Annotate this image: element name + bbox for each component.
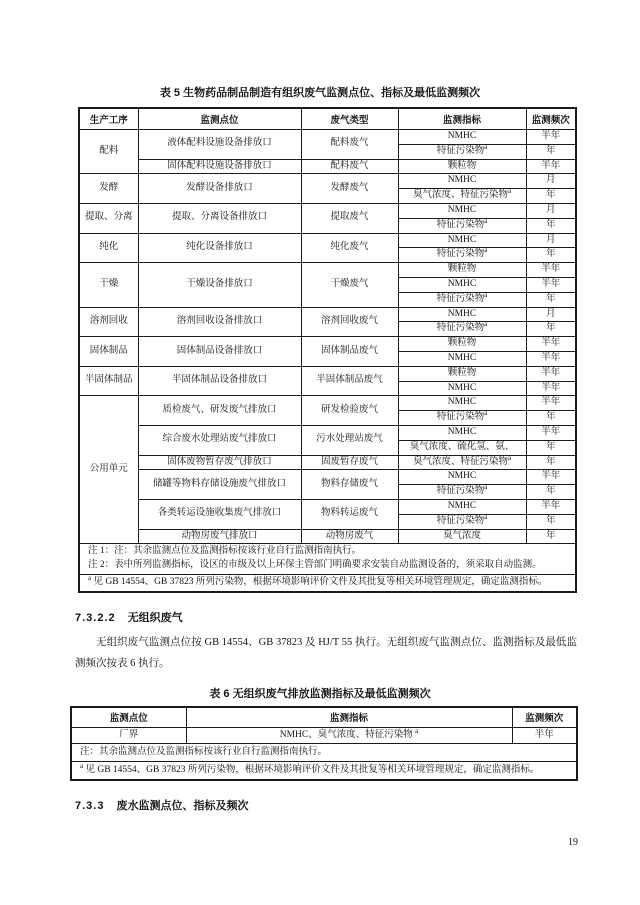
frequency-cell: 半年 <box>526 396 576 411</box>
monitoring-point-cell: 发酵设备排放口 <box>138 174 301 204</box>
footnote-marker: a <box>484 247 488 255</box>
frequency-cell: 年 <box>526 292 576 307</box>
monitoring-point-cell: 综合废水处理站废气排放口 <box>138 425 301 455</box>
indicator-cell: 臭气浓度、特征污染物$^a$ <box>398 455 526 470</box>
footnote-marker: a <box>507 188 512 196</box>
table5-row <box>79 263 576 278</box>
monitoring-point-cell: 液体配料设施设备排放口 <box>138 130 301 160</box>
process-cell: 发酵 <box>79 174 138 204</box>
table5-row <box>79 203 576 218</box>
table5-header-row <box>79 108 576 130</box>
gas-type-cell: 配料废气 <box>301 130 398 160</box>
process-cell: 溶剂回收 <box>79 307 138 337</box>
table5-row <box>79 499 576 514</box>
frequency-cell: 年 <box>526 529 576 544</box>
indicator-cell: NMHC <box>398 130 526 145</box>
frequency-cell: 月 <box>526 203 576 218</box>
frequency-cell: 年 <box>526 144 576 159</box>
gas-type-cell: 物料转运废气 <box>301 499 398 529</box>
table5-notes-cell <box>79 544 576 575</box>
table5-body <box>79 130 576 544</box>
gas-type-cell: 提取废气 <box>301 203 398 233</box>
footnote-marker: a <box>484 410 488 417</box>
indicator-cell: NMHC <box>398 277 526 292</box>
table6-footnote-row <box>71 761 577 780</box>
indicator-cell: 臭气浓度、硫化氢、氨、 <box>398 440 526 455</box>
col-header-indicator: 监测指标 <box>398 108 526 130</box>
frequency-cell: 半年 <box>526 425 576 440</box>
indicator-cell: 特征污染物$^a$ <box>398 144 526 159</box>
frequency-cell: 半年 <box>526 263 576 278</box>
table6 <box>70 706 578 781</box>
frequency-cell: 年 <box>526 411 576 426</box>
monitoring-point-cell: 固体制品设备排放口 <box>138 337 301 367</box>
table5-row <box>79 307 576 322</box>
indicator-cell: 颗粒物 <box>398 159 526 174</box>
indicator-cell: 特征污染物$^a$ <box>398 485 526 500</box>
indicator-cell: 颗粒物 <box>398 366 526 381</box>
table5-note-1: 注 1：注：其余监测点位及监测指标按该行业自行监测指南执行。 <box>88 546 362 557</box>
table5-footnote-text: 见 GB 14554、GB 37823 所列污染物，根据环境影响评价文件及其批复等相关环境管理规定，确定监测指标。 <box>93 576 548 587</box>
table6-body <box>71 727 577 780</box>
footnote-marker: a <box>80 761 84 770</box>
monitoring-point-cell: 干燥设备排放口 <box>138 263 301 307</box>
footnote-marker: a <box>484 514 488 521</box>
indicator-cell: NMHC <box>398 425 526 440</box>
frequency-cell: 半年 <box>526 159 576 174</box>
monitoring-point-cell: 提取、分离设备排放口 <box>138 203 301 233</box>
table5-row <box>79 396 576 411</box>
frequency-cell: 年 <box>526 248 576 263</box>
indicator-cell: NMHC <box>398 499 526 514</box>
table6-header <box>71 707 577 728</box>
indicator-cell: 颗粒物 <box>398 337 526 352</box>
monitoring-point-cell: 动物房废气排放口 <box>138 529 301 544</box>
footnote-marker: a <box>415 727 419 735</box>
frequency-cell: 年 <box>526 514 576 529</box>
footnote-marker: a <box>484 144 488 151</box>
frequency-cell: 半年 <box>526 381 576 396</box>
frequency-cell: 年 <box>526 189 576 204</box>
monitoring-point-cell: 溶剂回收设备排放口 <box>138 307 301 337</box>
gas-type-cell: 发酵废气 <box>301 174 398 204</box>
table5-title: 表 5 生物药品制品制造有组织废气监测点位、指标及最低监测频次 <box>159 87 481 99</box>
table6-footnote-cell <box>71 761 577 780</box>
process-cell: 公用单元 <box>79 396 138 544</box>
section-title: 无组织废气 <box>127 611 183 624</box>
frequency-cell: 半年 <box>526 470 576 485</box>
indicator-cell: 特征污染物$^a$ <box>398 248 526 263</box>
monitoring-point-cell: 半固体制品设备排放口 <box>138 366 301 396</box>
table6-notes-row <box>71 743 577 761</box>
gas-type-cell: 固体制品废气 <box>301 337 398 367</box>
indicator-cell: NMHC <box>398 203 526 218</box>
indicator-cell: 特征污染物$^a$ <box>398 292 526 307</box>
monitoring-point-cell: 厂界 <box>71 727 186 743</box>
page-number: 19 <box>568 837 578 848</box>
monitoring-point-cell: 各类转运设施收集废气排放口 <box>138 499 301 529</box>
section-heading-7-3-3 <box>75 797 640 813</box>
indicator-cell: 颗粒物 <box>398 263 526 278</box>
gas-type-cell: 溶剂回收废气 <box>301 307 398 337</box>
frequency-cell: 年 <box>526 440 576 455</box>
footnote-marker: a <box>484 292 488 299</box>
indicator-cell: NMHC <box>398 381 526 396</box>
col-header-indicator: 监测指标 <box>186 707 512 728</box>
table5-header <box>79 108 576 130</box>
frequency-cell: 年 <box>526 322 576 337</box>
gas-type-cell: 纯化废气 <box>301 233 398 263</box>
process-cell: 固体制品 <box>79 337 138 367</box>
footnote-marker: a <box>484 218 488 225</box>
table5-notes-row <box>79 544 576 575</box>
footnote-marker: a <box>88 574 92 582</box>
paragraph-unorganized-gas: 无组织废气监测点位按 GB 14554、GB 37823 及 HJ/T 55 执行。无组织废气监测点位、监测指标及最低监测频次按表 6 执行。 <box>75 636 577 669</box>
table6-title: 表 6 无组织废气排放监测指标及最低监测频次 <box>209 687 431 700</box>
frequency-cell: 半年 <box>526 337 576 352</box>
process-cell: 纯化 <box>79 233 138 263</box>
col-header-monitoring-point: 监测点位 <box>71 707 186 728</box>
section-number: 7.3.3 <box>75 799 105 812</box>
table5-row <box>79 529 576 544</box>
col-header-gas-type: 废气类型 <box>301 108 398 130</box>
gas-type-cell: 干燥废气 <box>301 263 398 307</box>
table5-row <box>79 470 576 485</box>
table5-row <box>79 425 576 440</box>
table5-row <box>79 366 576 381</box>
frequency-cell: 半年 <box>526 499 576 514</box>
frequency-cell: 年 <box>526 455 576 470</box>
indicator-cell <box>186 727 512 743</box>
table5-row <box>79 455 576 470</box>
frequency-cell: 年 <box>526 218 576 233</box>
frequency-cell: 年 <box>526 485 576 500</box>
indicator-cell: 臭气浓度 <box>398 529 526 544</box>
frequency-cell: 半年 <box>526 277 576 292</box>
table5-footnote-row <box>79 574 576 591</box>
indicator-cell: NMHC <box>398 396 526 411</box>
indicator-cell: 臭气浓度、特征污染物$^a$ <box>398 189 526 204</box>
table5-row <box>79 159 576 174</box>
table5-footnote-cell <box>79 574 576 591</box>
gas-type-cell: 研发检验废气 <box>301 396 398 426</box>
col-header-monitoring-point: 监测点位 <box>138 108 301 130</box>
table5-notes <box>79 544 576 592</box>
table5-row <box>79 130 576 145</box>
frequency-cell: 月 <box>526 233 576 248</box>
section-heading-7-3-2-2 <box>75 609 640 625</box>
footnote-marker: a <box>484 484 488 491</box>
footnote-marker: a <box>507 455 512 462</box>
table6-footnote-text: 见 GB 14554、GB 37823 所列污染物，根据环境影响评价文件及其批复等相关环境管理规定，确定监测指标。 <box>85 764 540 775</box>
monitoring-point-cell: 质检废气、研发废气排放口 <box>138 396 301 426</box>
section-title: 废水监测点位、指标及频次 <box>116 799 249 812</box>
col-header-frequency: 监测频次 <box>512 707 577 728</box>
process-cell: 配料 <box>79 130 138 174</box>
gas-type-cell: 固废暂存废气 <box>301 455 398 470</box>
process-cell: 提取、分离 <box>79 203 138 233</box>
frequency-cell: 月 <box>526 174 576 189</box>
indicator-cell: NMHC <box>398 307 526 322</box>
table5-note-2: 注 2：表中所列监测指标，设区的市级及以上环保主管部门明确要求安装自动监测设备的，须采取自动监测。 <box>88 560 542 571</box>
frequency-cell: 月 <box>526 307 576 322</box>
indicator-cell: NMHC <box>398 233 526 248</box>
process-cell: 干燥 <box>79 263 138 307</box>
frequency-cell: 半年 <box>526 366 576 381</box>
frequency-cell: 半年 <box>512 727 577 743</box>
footnote-marker: a <box>484 321 488 329</box>
process-cell: 半固体制品 <box>79 366 138 396</box>
table5-row <box>79 174 576 189</box>
gas-type-cell: 动物房废气 <box>301 529 398 544</box>
section-number: 7.3.2.2 <box>75 611 116 624</box>
monitoring-point-cell: 储罐等物料存储设施废气排放口 <box>138 470 301 500</box>
table6-data-row <box>71 727 577 743</box>
table5-row <box>79 337 576 352</box>
gas-type-cell: 污水处理站废气 <box>301 425 398 455</box>
gas-type-cell: 物料存储废气 <box>301 470 398 500</box>
table6-header-row <box>71 707 577 728</box>
table6-note-cell: 注：其余监测点位及监测指标按该行业自行监测指南执行。 <box>71 743 577 761</box>
gas-type-cell: 配料废气 <box>301 159 398 174</box>
table5 <box>78 107 577 593</box>
table5-row <box>79 233 576 248</box>
frequency-cell: 半年 <box>526 130 576 145</box>
monitoring-point-cell: 固体配料设施设备排放口 <box>138 159 301 174</box>
indicator-cell: NMHC <box>398 351 526 366</box>
indicator-cell: 特征污染物$^a$ <box>398 218 526 233</box>
indicator-cell: 特征污染物$^a$ <box>398 411 526 426</box>
col-header-process: 生产工序 <box>79 108 138 130</box>
monitoring-point-cell: 固体废物暂存废气排放口 <box>138 455 301 470</box>
indicator-cell: NMHC <box>398 470 526 485</box>
indicator-cell: NMHC <box>398 174 526 189</box>
col-header-frequency: 监测频次 <box>526 108 576 130</box>
frequency-cell: 半年 <box>526 351 576 366</box>
indicator-text: NMHC、臭气浓度、特征污染物 <box>279 729 413 740</box>
indicator-cell: 特征污染物$^a$ <box>398 514 526 529</box>
monitoring-point-cell: 纯化设备排放口 <box>138 233 301 263</box>
gas-type-cell: 半固体制品废气 <box>301 366 398 396</box>
indicator-cell: 特征污染物$^a$ <box>398 322 526 337</box>
